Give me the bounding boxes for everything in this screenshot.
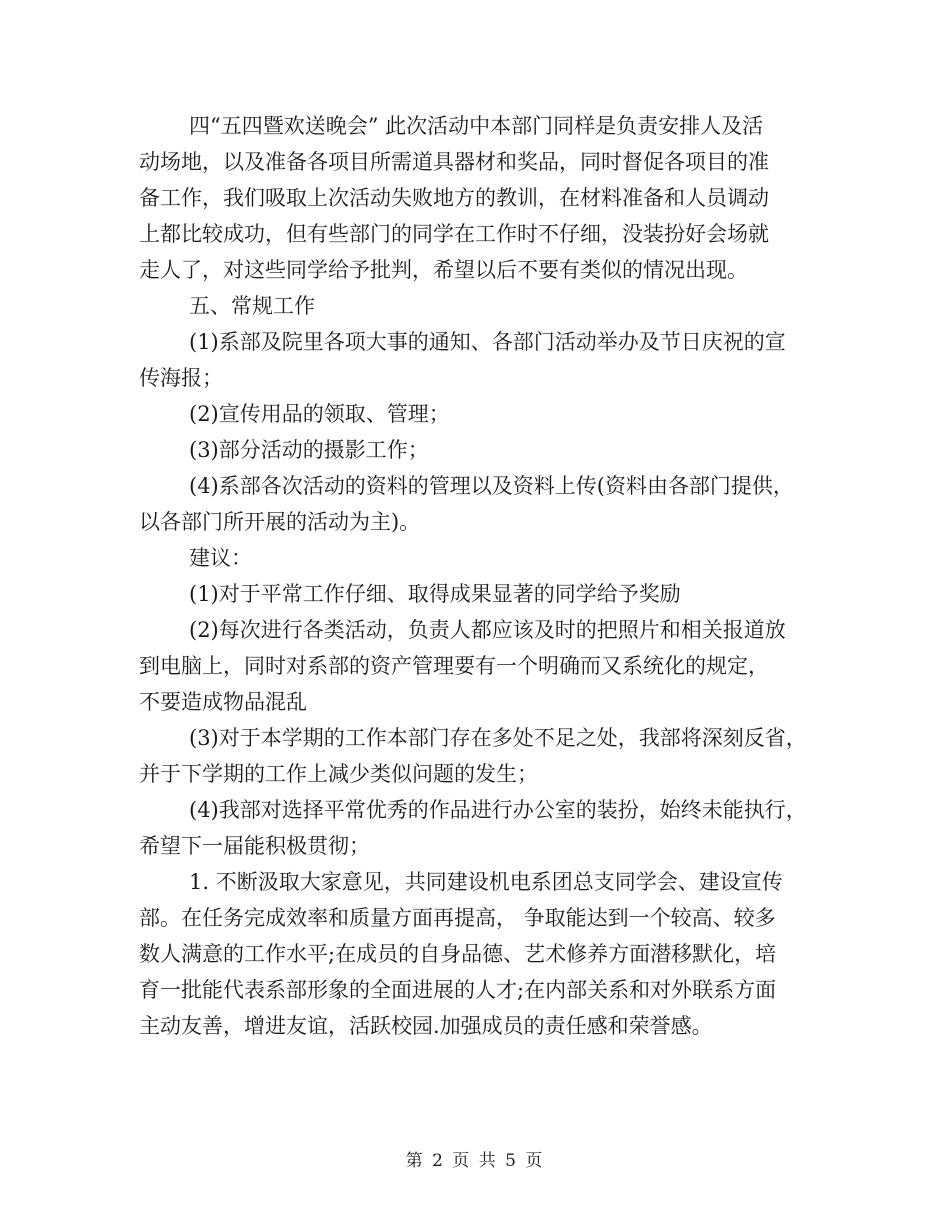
text-line: (3)部分活动的摄影工作； [189,438,429,462]
text-line: 传海报； [139,366,223,390]
text-line: 四“五四暨欢送晚会” 此次活动中本部门同样是负责安排人及活 [189,114,764,138]
document-body [139,110,819,1046]
text-line: (1)系部及院里各项大事的通知、各部门活动举办及节日庆祝的宣 [189,330,786,354]
page-number-footer: 第 2 页 共 5 页 [405,1151,545,1171]
text-line: (3)对于本学期的工作本部门存在多处不足之处，我部将深刻反省， [189,726,807,750]
text-line: 不要造成物品混乱 [139,690,307,714]
text-line: 数人满意的工作水平;在成员的自身品德、艺术修养方面潜移默化，培 [139,942,777,966]
text-line: 主动友善，增进友谊，活跃校园.加强成员的责任感和荣誉感。 [139,1014,713,1038]
text-line: (2)宣传用品的领取、管理； [189,402,450,426]
text-line: 建议： [189,546,252,570]
text-line: 并于下学期的工作上减少类似问题的发生； [139,762,538,786]
text-line: 走人了，对这些同学给予批判，希望以后不要有类似的情况出现。 [139,258,748,282]
text-line: 1. 不断汲取大家意见，共同建设机电系团总支同学会、建设宣传 [189,870,783,894]
text-line: 五、常规工作 [189,294,315,318]
text-line: 到电脑上，同时对系部的资产管理要有一个明确而又系统化的规定， [139,654,769,678]
text-line: 上都比较成功，但有些部门的同学在工作时不仔细，没装扮好会场就 [139,222,769,246]
text-line: (2)每次进行各类活动，负责人都应该及时的把照片和相关报道放 [189,618,786,642]
text-line: 部。在任务完成效率和质量方面再提高， 争取能达到一个较高、较多 [139,906,776,930]
text-line: 育一批能代表系部形象的全面进展的人才;在内部关系和对外联系方面 [139,978,777,1002]
text-line: (4)我部对选择平常优秀的作品进行办公室的装扮，始终未能执行， [189,798,807,822]
text-line: (1)对于平常工作仔细、取得成果显著的同学给予奖励 [189,582,681,606]
text-line: 希望下一届能积极贯彻； [139,834,370,858]
text-line: (4)系部各次活动的资料的管理以及资料上传(资料由各部门提供， [189,474,794,498]
text-line: 备工作，我们吸取上次活动失败地方的教训，在材料准备和人员调动 [139,186,769,210]
text-line: 动场地，以及准备各项目所需道具器材和奖品，同时督促各项目的准 [139,150,769,174]
text-line: 以各部门所开展的活动为主)。 [139,510,421,534]
